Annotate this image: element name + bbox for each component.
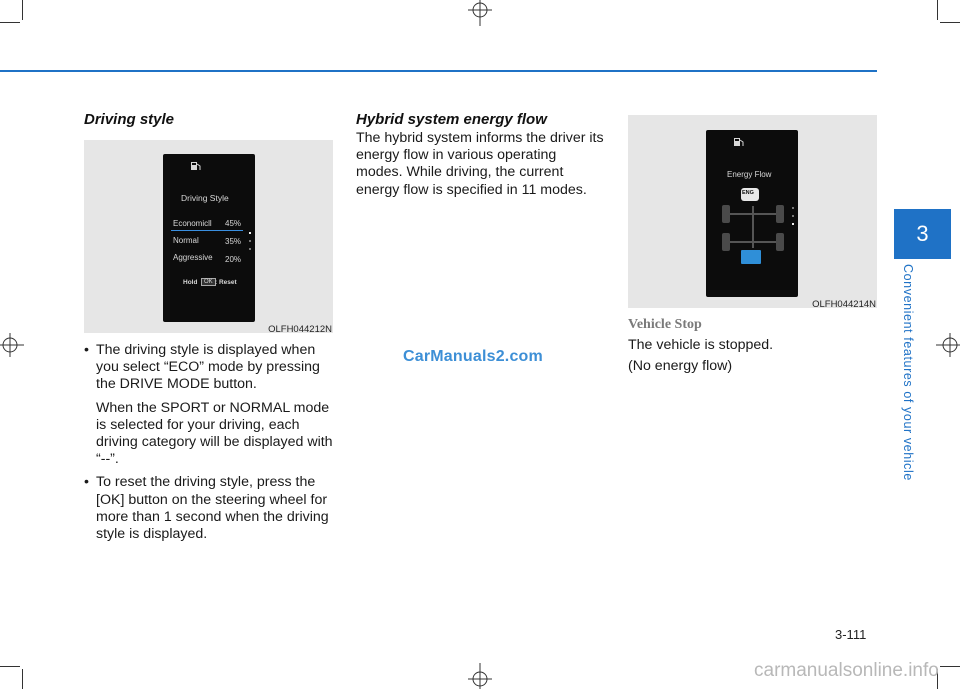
crop-mark [937,0,938,20]
selection-underline [171,230,243,231]
energy-flow-intro: The hybrid system informs the driver its energy flow in various operating modes. While driving, the current energy flow is specified in 11 modes. [356,130,604,198]
style-row-value: 20% [225,255,242,264]
style-row-label: Aggressive [173,253,213,262]
bullet-text: To reset the driving style, press the [OK] button on the steering wheel for more than 1 second when the driving style is displayed. [96,474,329,543]
crop-mark [22,669,23,689]
figure-caption: OLFH044212N [268,324,332,335]
bullet-item: • To reset the driving style, press the [OK] button on the steering wheel for more than 1 second when the driving style is displayed. [84,474,334,543]
driving-style-heading: Driving style [84,111,175,128]
hold-label: Hold [183,279,198,286]
page-indicator-dot [792,223,794,225]
chapter-tab [894,209,951,259]
header-rule [0,70,877,72]
energy-flow-screen [706,130,798,297]
energy-flow-heading: Hybrid system energy flow [356,111,547,128]
style-row-label: Economicll [173,219,212,228]
screen-title: Energy Flow [727,170,772,179]
engine-icon [741,188,759,201]
ok-button-glyph: OK [201,278,216,286]
registration-mark-bottom [466,663,494,689]
driving-style-bullets [84,342,334,549]
fuel-pump-icon [733,136,745,148]
fuel-pump-icon [190,160,202,172]
page-indicator-dot [249,232,251,234]
registration-mark-top [466,0,494,26]
page-indicator-dot [249,240,251,242]
watermark: CarManuals2.com [403,348,543,365]
style-row-value: 45% [225,219,242,228]
crop-mark [0,22,20,23]
bullet-text: When the SPORT or NORMAL mode is selected for your driving, each driving category will be displayed with “--”. [96,399,333,468]
style-row-value: 35% [225,237,242,246]
registration-mark-right [936,331,960,359]
figure-caption: OLFH044214N [812,299,876,310]
driving-style-screen [163,154,255,322]
crop-mark [22,0,23,20]
registration-mark-left [0,331,24,359]
vehicle-stop-note: (No energy flow) [628,358,733,374]
battery-icon [741,250,761,264]
chapter-title-vertical [897,264,921,494]
page-indicator-dot [792,207,794,209]
bullet-item: • The driving style is displayed when you select “ECO” mode by pressing the DRIVE MODE button. When the SPORT or NORMAL mode is selected for your driving, each driving category will be displayed with “--”. [84,342,333,468]
style-row-label: Normal [173,236,199,245]
page-indicator-dot [249,248,251,250]
bullet-text: The driving style is displayed when you select “ECO” mode by pressing the DRIVE MODE button. [96,342,320,393]
energy-flow-figure [628,115,877,308]
footer-watermark: carmanualsonline.info [754,660,939,681]
chapter-title: Convenient features of your vehicle [901,264,915,481]
crop-mark [940,666,960,667]
vehicle-stop-text: The vehicle is stopped. [628,337,774,353]
crop-mark [940,22,960,23]
page-indicator-dot [792,215,794,217]
screen-title: Driving Style [181,193,229,203]
page-number: 3-111 [835,627,867,642]
chapter-number: 3 [916,221,929,246]
engine-label: ENG [742,190,754,196]
driving-style-figure [84,140,333,333]
crop-mark [0,666,20,667]
reset-label: : Reset [215,279,237,286]
vehicle-stop-heading: Vehicle Stop [628,317,702,332]
